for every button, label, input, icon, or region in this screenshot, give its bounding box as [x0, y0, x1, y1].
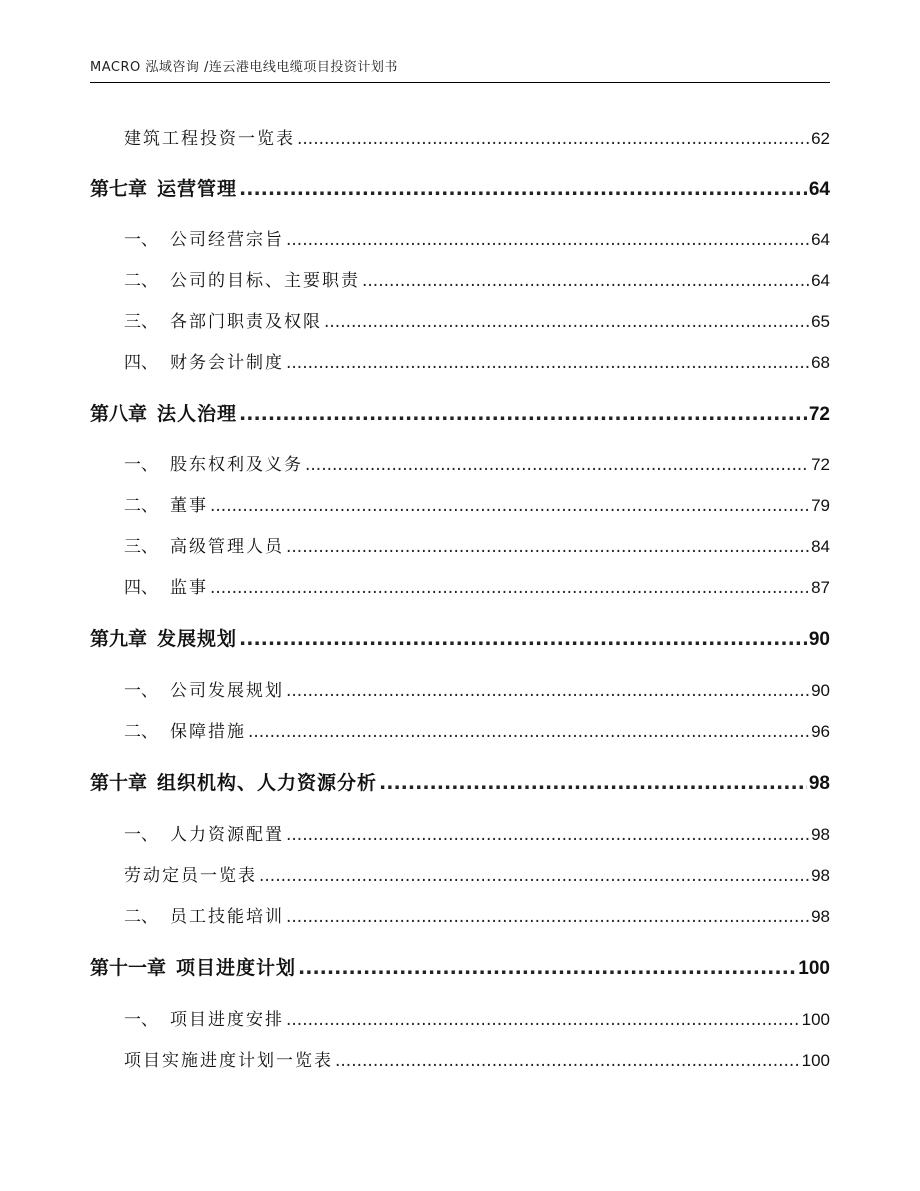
toc-page-number: 87 — [811, 578, 830, 597]
toc-page-number: 64 — [811, 271, 830, 290]
toc-entry-title: 建筑工程投资一览表 — [124, 129, 295, 149]
toc-dot-leader — [286, 230, 809, 250]
toc-entry-title: 各部门职责及权限 — [170, 312, 322, 332]
toc-entry-number: 三、 — [124, 312, 158, 332]
toc-dot-leader — [210, 578, 809, 598]
toc-entry-number: 二、 — [124, 496, 158, 516]
toc-entry-number: 三、 — [124, 537, 158, 557]
toc-section-entry[interactable] — [124, 225, 830, 250]
toc-entry-title: 董事 — [170, 496, 208, 516]
toc-entry-number: 二、 — [124, 271, 158, 291]
toc-section-entry[interactable] — [124, 1005, 830, 1030]
toc-page-number: 98 — [811, 866, 830, 885]
toc-chapter-entry[interactable] — [90, 399, 830, 426]
toc-dot-leader — [298, 957, 796, 979]
toc-entry-title: 员工技能培训 — [170, 907, 284, 927]
toc-dot-leader — [239, 628, 807, 650]
toc-section-entry[interactable] — [124, 676, 830, 701]
toc-entry-title: 项目实施进度计划一览表 — [124, 1051, 333, 1071]
toc-dot-leader — [286, 353, 809, 373]
toc-dot-leader — [335, 1051, 800, 1071]
toc-entry-title: 组织机构、人力资源分析 — [157, 772, 378, 794]
toc-section-entry[interactable] — [124, 717, 830, 742]
toc-page-number: 90 — [808, 629, 830, 650]
toc-page-number: 96 — [811, 722, 830, 741]
toc-dot-leader — [305, 455, 809, 475]
toc-section-entry[interactable] — [124, 820, 830, 845]
toc-chapter-entry[interactable] — [90, 768, 830, 795]
toc-entry-number: 一、 — [124, 1010, 158, 1030]
toc-section-entry[interactable] — [124, 902, 830, 927]
toc-page-number: 90 — [811, 681, 830, 700]
toc-entry-number: 四、 — [124, 353, 158, 373]
toc-section-entry[interactable] — [124, 491, 830, 516]
toc-page-number: 72 — [811, 455, 830, 474]
toc-entry-title: 运营管理 — [157, 178, 238, 200]
toc-entry-title: 项目进度安排 — [170, 1010, 284, 1030]
toc-entry-number: 第七章 — [90, 178, 148, 200]
toc-chapter-entry[interactable] — [90, 174, 830, 201]
toc-page-number: 100 — [801, 1051, 830, 1070]
toc-entry-title: 项目进度计划 — [176, 957, 297, 979]
toc-entry-title: 公司发展规划 — [170, 681, 284, 701]
toc-dot-leader — [379, 772, 807, 794]
toc-page-number: 100 — [798, 958, 830, 979]
toc-dot-leader — [286, 907, 809, 927]
toc-page-number: 68 — [811, 353, 830, 372]
toc-section-entry[interactable] — [124, 450, 830, 475]
toc-entry-number: 一、 — [124, 230, 158, 250]
header-rule — [90, 82, 830, 83]
toc-page-number: 98 — [808, 773, 830, 794]
toc-page-number: 98 — [811, 825, 830, 844]
toc-entry-title: 公司经营宗旨 — [170, 230, 284, 250]
toc-dot-leader — [324, 312, 809, 332]
toc-dot-leader — [248, 722, 809, 742]
toc-entry-title: 保障措施 — [170, 722, 246, 742]
toc-dot-leader — [286, 825, 809, 845]
toc-entry-number: 第八章 — [90, 403, 148, 425]
toc-entry-number: 第十一章 — [90, 957, 167, 979]
toc-dot-leader — [239, 403, 807, 425]
toc-entry-number: 一、 — [124, 681, 158, 701]
toc-entry-number: 四、 — [124, 578, 158, 598]
toc-page-number: 72 — [808, 404, 830, 425]
toc-entry-title: 劳动定员一览表 — [124, 866, 257, 886]
toc-section-entry[interactable] — [124, 532, 830, 557]
toc-dot-leader — [286, 681, 809, 701]
toc-entry-title: 法人治理 — [157, 403, 238, 425]
toc-entry-title: 公司的目标、主要职责 — [170, 271, 360, 291]
toc-entry-number: 一、 — [124, 455, 158, 475]
toc-page-number: 98 — [811, 907, 830, 926]
toc-dot-leader — [210, 496, 809, 516]
toc-section-entry[interactable] — [124, 266, 830, 291]
toc-dot-leader — [362, 271, 809, 291]
toc-chapter-entry[interactable] — [90, 624, 830, 651]
toc-section-entry[interactable] — [124, 124, 830, 149]
toc-section-entry[interactable] — [124, 1046, 830, 1071]
toc-page-number: 64 — [811, 230, 830, 249]
toc-entry-title: 股东权利及义务 — [170, 455, 303, 475]
toc-entry-number: 二、 — [124, 907, 158, 927]
toc-dot-leader — [259, 866, 809, 886]
toc-page-number: 84 — [811, 537, 830, 556]
toc-entry-title: 人力资源配置 — [170, 825, 284, 845]
toc-page-number: 64 — [808, 179, 830, 200]
toc-section-entry[interactable] — [124, 861, 830, 886]
toc-page-number: 100 — [801, 1010, 830, 1029]
toc-page-number: 65 — [811, 312, 830, 331]
toc-entry-title: 发展规划 — [157, 628, 238, 650]
toc-section-entry[interactable] — [124, 348, 830, 373]
toc-section-entry[interactable] — [124, 573, 830, 598]
toc-section-entry[interactable] — [124, 307, 830, 332]
toc-page-number: 79 — [811, 496, 830, 515]
toc-dot-leader — [286, 1010, 800, 1030]
toc-entry-number: 一、 — [124, 825, 158, 845]
toc-dot-leader — [286, 537, 809, 557]
toc-page-number: 62 — [811, 129, 830, 148]
page-header: MACRO 泓域咨询 /连云港电线电缆项目投资计划书 — [90, 60, 398, 75]
toc-entry-title: 高级管理人员 — [170, 537, 284, 557]
toc-entry-title: 监事 — [170, 578, 208, 598]
toc-entry-title: 财务会计制度 — [170, 353, 284, 373]
toc-entry-number: 第九章 — [90, 628, 148, 650]
toc-chapter-entry[interactable] — [90, 953, 830, 980]
toc-entry-number: 二、 — [124, 722, 158, 742]
toc-entry-number: 第十章 — [90, 772, 148, 794]
toc-dot-leader — [297, 129, 809, 149]
toc-dot-leader — [239, 178, 807, 200]
